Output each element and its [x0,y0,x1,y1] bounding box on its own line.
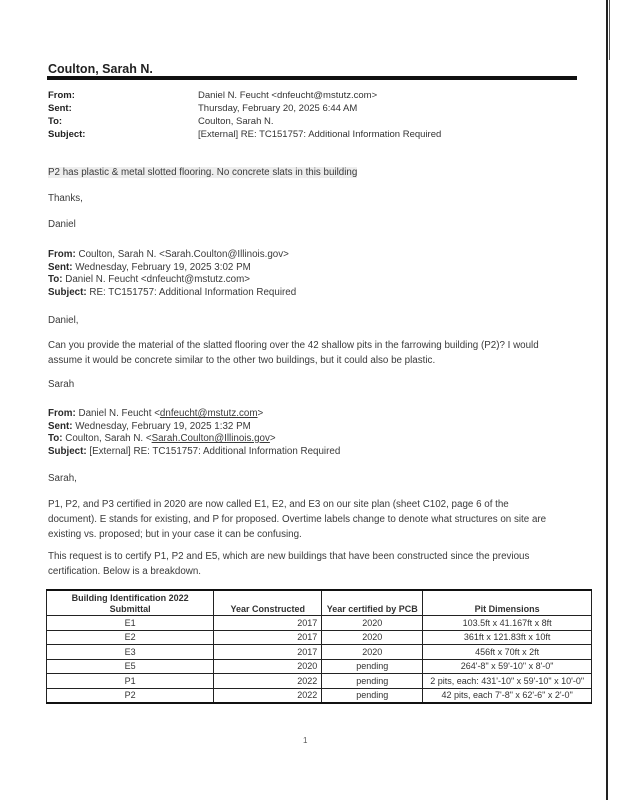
cell-year-constructed: 2017 [214,630,322,645]
quoted1-subject-value: RE: TC151757: Additional Information Required [89,286,297,298]
cell-pit-dimensions: 2 pits, each: 431'-10" x 59'-10" x 10'-0" [423,674,592,689]
quoted2-subject-value: [External] RE: TC151757: Additional Information Required [89,445,341,457]
quoted1-from-line [48,249,296,262]
cell-year-certified: pending [322,688,423,703]
table-row [47,645,592,660]
header-to-value: Coulton, Sarah N. [198,116,274,127]
quoted2-para1: P1, P2, and P3 certified in 2020 are now called E1, E2, and E3 on our site plan (sheet C102, page 6 of the document). E stands for existing, and P for proposed. Overtime labels change to denote what structures on site are existing vs. proposed; but in your case it can be confusing. [48,499,547,540]
quoted2-to-name: Coulton, Sarah N. [65,433,144,444]
quoted2-from-name: Daniel N. Feucht [78,408,152,419]
header-to-label: To: [48,116,63,127]
quoted2-from-line: From: Daniel N. Feucht <dnfeucht@mstutz.com> [48,408,264,419]
reply-body [48,165,568,180]
cell-pit-dimensions: 264'-8" x 59'-10" x 8'-0" [423,659,592,674]
quoted1-sent-label: Sent: [48,261,73,273]
quoted2-header [48,408,340,458]
page-number: 1 [303,736,308,745]
quoted1-sent-value: Wednesday, February 19, 2025 3:02 PM [75,261,251,273]
quoted2-to-line: To: Coulton, Sarah N. <Sarah.Coulton@Illinois.gov> [48,433,276,444]
quoted1-to-value: Daniel N. Feucht <dnfeucht@mstutz.com> [65,274,250,285]
header-subject-row [48,129,568,143]
table-row [47,674,592,689]
page-edge-right [606,0,608,800]
building-breakdown-table [46,589,592,704]
cell-year-certified: pending [322,659,423,674]
th-pit-dimensions: Pit Dimensions [423,590,592,616]
cell-building-id: E2 [47,630,214,645]
cell-year-constructed: 2017 [214,645,322,660]
cell-year-certified: 2020 [322,645,423,660]
cell-year-certified: pending [322,674,423,689]
header-to-row [48,116,568,130]
header-sent-row [48,103,568,117]
cell-year-constructed: 2017 [214,616,322,631]
quoted1-from-label: From: [48,249,76,260]
cell-pit-dimensions: 456ft x 70ft x 2ft [423,645,592,660]
sender-divider [47,76,577,80]
th-year-certified: Year certified by PCB [322,590,423,616]
quoted2-sent-value: Wednesday, February 19, 2025 1:32 PM [75,420,251,432]
quoted2-from-label: From: [48,408,76,419]
quoted2-para2: This request is to certify P1, P2 and E5, which are new buildings that have been constructed since the previous certification. Below is a breakdown. [48,551,530,577]
cell-year-certified: 2020 [322,630,423,645]
quoted1-to-label: To: [48,274,63,285]
quoted2-greeting: Sarah, [48,473,77,484]
table-header-row [47,590,592,616]
quoted1-subject-line [48,287,296,300]
quoted2-to-label: To: [48,433,63,444]
header-subject-label: Subject: [48,129,86,140]
quoted1-header [48,249,296,299]
quoted1-to-line [48,274,296,287]
table-row [47,688,592,703]
reply-body-text: P2 has plastic & metal slotted flooring. No concrete slats in this building [48,167,358,178]
cell-year-constructed: 2022 [214,688,322,703]
quoted2-sent-line [48,421,340,434]
table-row [47,659,592,674]
cell-pit-dimensions: 361ft x 121.83ft x 10ft [423,630,592,645]
cell-pit-dimensions: 103.5ft x 41.167ft x 8ft [423,616,592,631]
cell-building-id: E1 [47,616,214,631]
quoted2-sent-label: Sent: [48,420,73,432]
header-subject-value: [External] RE: TC151757: Additional Information Required [198,129,442,140]
cell-building-id: E3 [47,645,214,660]
cell-year-constructed: 2020 [214,659,322,674]
th-building-identification [47,590,214,616]
quoted2-from-email-link[interactable]: dnfeucht@mstutz.com [159,408,258,419]
cell-year-certified: 2020 [322,616,423,631]
quoted1-subject-label: Subject: [48,286,87,298]
quoted1-sent-line [48,262,296,275]
cell-pit-dimensions: 42 pits, each 7'-8" x 62'-6" x 2'-0" [423,688,592,703]
th-ident-line2: Submittal [109,604,151,614]
th-ident-line1: Building Identification 2022 [71,593,189,603]
header-from-row [48,90,568,104]
quoted2-subject-line [48,446,340,459]
cell-building-id: P2 [47,688,214,703]
quoted1-body: Can you provide the material of the slatted flooring over the 42 shallow pits in the farrowing building (P2)? I would assume it would be concrete similar to the other two buildings, but it could also be plastic. [48,340,539,366]
quoted1-greeting: Daniel, [48,315,79,326]
header-from-value: Daniel N. Feucht <dnfeucht@mstutz.com> [198,90,378,101]
quoted1-from-value: Coulton, Sarah N. <Sarah.Coulton@Illinois.gov> [78,249,289,260]
th-year-constructed: Year Constructed [214,590,322,616]
reply-thanks: Thanks, [48,193,83,204]
header-sent-value: Thursday, February 20, 2025 6:44 AM [198,103,358,114]
cell-building-id: E5 [47,659,214,674]
table-row [47,616,592,631]
header-from-label: From: [48,90,75,101]
quoted2-to-email-link[interactable]: Sarah.Coulton@Illinois.gov [151,433,270,444]
cell-year-constructed: 2022 [214,674,322,689]
page-edge-right-top [609,0,610,60]
reply-signature: Daniel [48,219,76,230]
table-row [47,630,592,645]
cell-building-id: P1 [47,674,214,689]
quoted2-subject-label: Subject: [48,445,87,457]
quoted1-signature: Sarah [48,379,75,390]
header-sent-label: Sent: [48,103,72,114]
sender-name: Coulton, Sarah N. [48,62,153,76]
